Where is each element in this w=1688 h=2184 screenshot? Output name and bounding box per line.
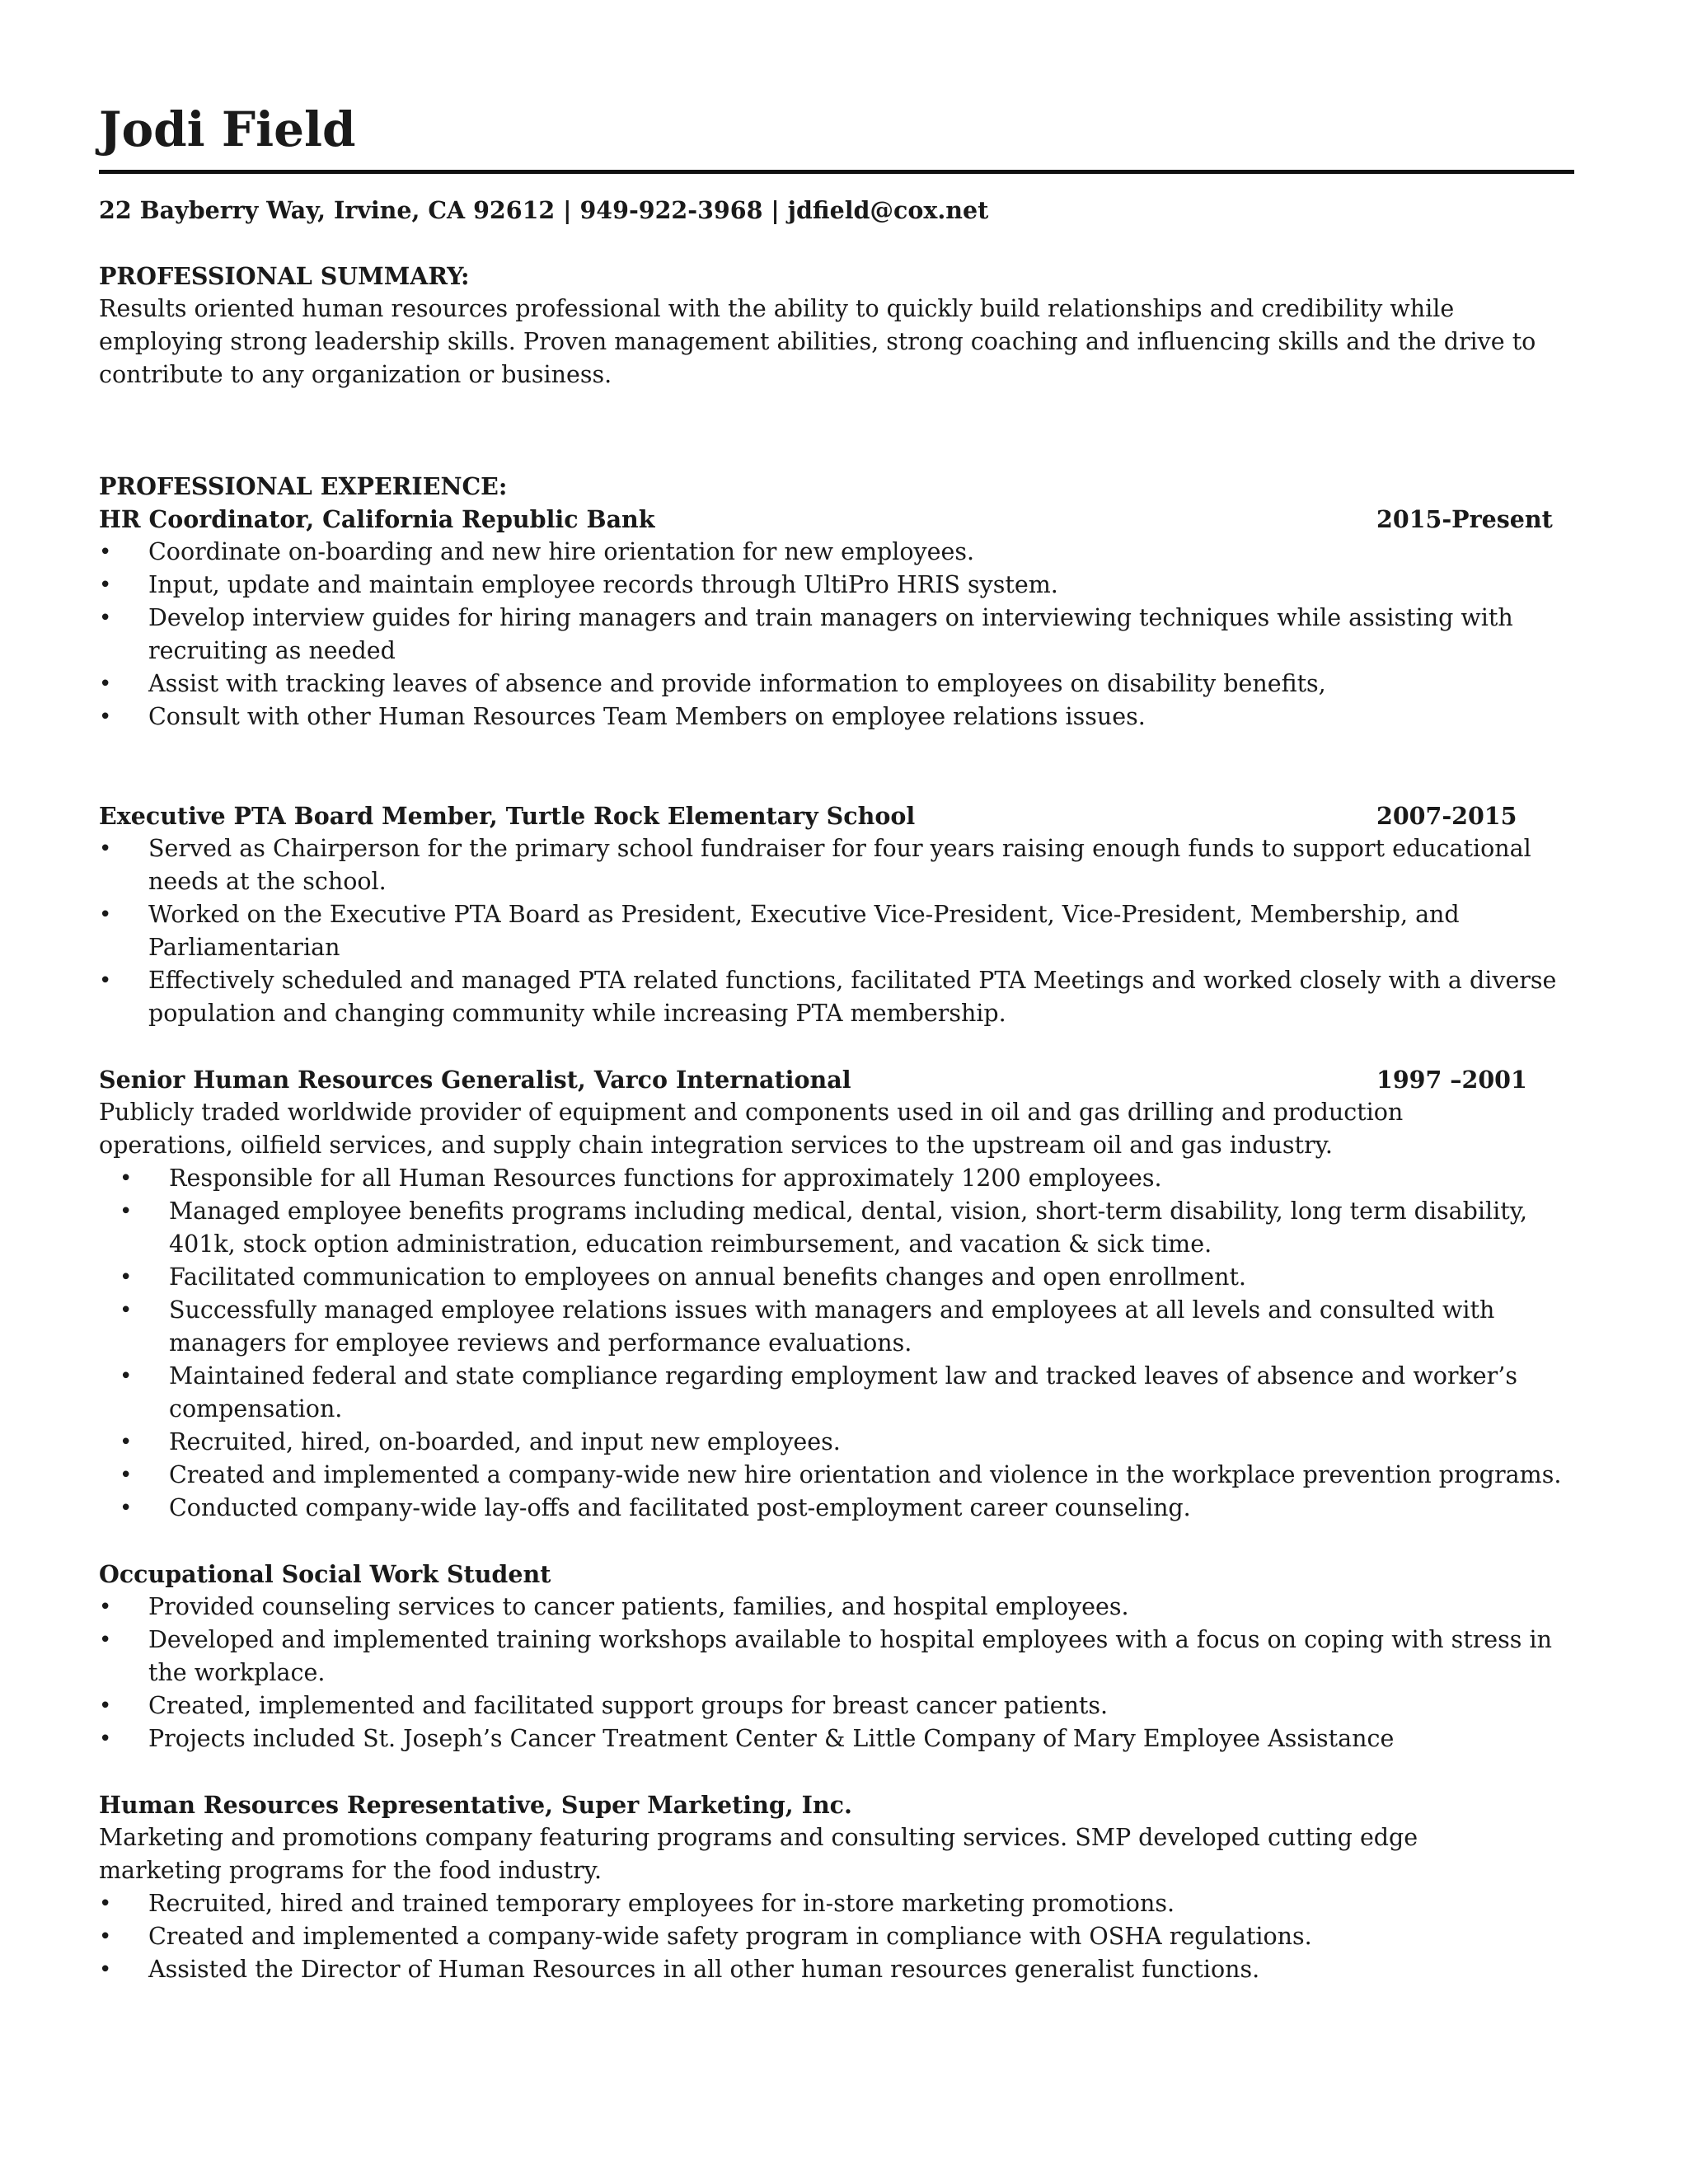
bullet-icon: • [99, 573, 112, 598]
bullet-item: • Maintained federal and state compliance regarding employment law and tracked leaves of absence and worker’s compensation. [99, 1360, 1574, 1426]
bullet-item: • Served as Chairperson for the primary school fundraiser for four years raising enough funds to support educational needs at the school. [99, 832, 1574, 898]
job-title: Senior Human Resources Generalist, Varco International [99, 1066, 851, 1094]
bullet-item: • Developed and implemented training workshops available to hospital employees with a focus on coping with stress in the workplace. [99, 1624, 1574, 1690]
bullet-item: • Conducted company-wide lay-offs and facilitated post-employment career counseling. [99, 1492, 1574, 1525]
bullet-item: • Created and implemented a company-wide safety program in compliance with OSHA regulations. [99, 1920, 1574, 1953]
bullet-item: • Created and implemented a company-wide new hire orientation and violence in the workplace prevention programs. [99, 1459, 1574, 1492]
job-header [99, 799, 1574, 832]
bullet-item: • Recruited, hired, on-boarded, and input new employees. [99, 1426, 1574, 1459]
job-title: Executive PTA Board Member, Turtle Rock Elementary School [99, 802, 916, 830]
job-bullets [99, 1591, 1574, 1755]
experience-heading: PROFESSIONAL EXPERIENCE: [99, 472, 508, 500]
bullet-item: • Develop interview guides for hiring managers and train managers on interviewing techniques while assisting with recruiting as needed [99, 602, 1574, 668]
job-dates: 2015-Present [1376, 505, 1553, 533]
bullet-item: • Successfully managed employee relations issues with managers and employees at all levels and consulted with managers for employee reviews and performance evaluations. [99, 1294, 1574, 1360]
bullet-item: • Input, update and maintain employee records through UltiPro HRIS system. [99, 569, 1574, 602]
bullet-item: • Responsible for all Human Resources functions for approximately 1200 employees. [99, 1162, 1574, 1195]
bullet-icon: • [99, 1628, 112, 1652]
job-dates: 2007-2015 [1376, 802, 1517, 830]
bullet-icon: • [99, 672, 112, 696]
job-header [99, 1558, 1574, 1591]
bullet-icon: • [99, 705, 112, 729]
job-bullets [99, 832, 1574, 1030]
bullet-item: • Created, implemented and facilitated support groups for breast cancer patients. [99, 1690, 1574, 1722]
job-title: Occupational Social Work Student [99, 1560, 551, 1588]
bullet-icon: • [99, 1694, 112, 1718]
job-title: HR Coordinator, California Republic Bank [99, 505, 655, 533]
bullet-item: • Effectively scheduled and managed PTA related functions, facilitated PTA Meetings and worked closely with a diverse population and changing community while increasing PTA membership. [99, 964, 1574, 1030]
bullet-icon: • [120, 1265, 133, 1290]
job-title: Human Resources Representative, Super Marketing, Inc. [99, 1791, 852, 1819]
job-bullets [99, 1887, 1574, 1986]
bullet-icon: • [99, 968, 112, 993]
candidate-name: Jodi Field [99, 105, 1574, 174]
job-header [99, 1788, 1574, 1821]
bullet-item: • Recruited, hired and trained temporary employees for in-store marketing promotions. [99, 1887, 1574, 1920]
bullet-icon: • [99, 1595, 112, 1619]
bullet-item: • Assist with tracking leaves of absence and provide information to employees on disability benefits, [99, 668, 1574, 701]
bullet-item: • Worked on the Executive PTA Board as President, Executive Vice-President, Vice-President, Membership, and Parliamentarian [99, 898, 1574, 964]
job-description: Publicly traded worldwide provider of equipment and components used in oil and gas drilling and production operations, oilfield services, and supply chain integration services to the upstream oil and gas industry. [99, 1099, 1404, 1159]
bullet-item: • Provided counseling services to cancer patients, families, and hospital employees. [99, 1591, 1574, 1624]
bullet-icon: • [120, 1496, 133, 1521]
bullet-icon: • [99, 606, 112, 630]
job-header [99, 503, 1574, 536]
summary-text: Results oriented human resources professional with the ability to quickly build relationships and credibility while employing strong leadership skills. Proven management abilities, strong coaching and influencing skills and the drive to contribute to any organization or business. [99, 295, 1536, 388]
bullet-item: • Assisted the Director of Human Resources in all other human resources generalist functions. [99, 1953, 1574, 1986]
bullet-icon: • [99, 1924, 112, 1949]
bullet-item: • Coordinate on-boarding and new hire orientation for new employees. [99, 536, 1574, 569]
bullet-icon: • [99, 902, 112, 927]
bullet-icon: • [99, 540, 112, 565]
bullet-item: • Facilitated communication to employees on annual benefits changes and open enrollment. [99, 1261, 1574, 1294]
contact-line: 22 Bayberry Way, Irvine, CA 92612 | 949-922-3968 | jdfield@cox.net [99, 196, 989, 224]
bullet-item: • Consult with other Human Resources Team Members on employee relations issues. [99, 701, 1574, 733]
job-description: Marketing and promotions company featuring programs and consulting services. SMP developed cutting edge marketing programs for the food industry. [99, 1824, 1418, 1884]
bullet-icon: • [99, 1957, 112, 1982]
job-bullets [99, 1162, 1574, 1525]
bullet-icon: • [120, 1298, 133, 1323]
bullet-icon: • [99, 1727, 112, 1751]
bullet-icon: • [120, 1199, 133, 1224]
job-header [99, 1063, 1574, 1096]
resume-page [99, 91, 1574, 1986]
job-bullets [99, 536, 1574, 733]
bullet-icon: • [120, 1430, 133, 1455]
bullet-icon: • [120, 1166, 133, 1191]
bullet-icon: • [99, 837, 112, 861]
bullet-item: • Projects included St. Joseph’s Cancer Treatment Center & Little Company of Mary Employee Assistance [99, 1722, 1574, 1755]
job-dates: 1997 –2001 [1376, 1066, 1527, 1094]
summary-heading: PROFESSIONAL SUMMARY: [99, 262, 470, 290]
bullet-item: • Managed employee benefits programs including medical, dental, vision, short-term disability, long term disability, 401k, stock option administration, education reimbursement, and vacation & sick time. [99, 1195, 1574, 1261]
bullet-icon: • [99, 1891, 112, 1916]
bullet-icon: • [120, 1364, 133, 1389]
bullet-icon: • [120, 1463, 133, 1488]
